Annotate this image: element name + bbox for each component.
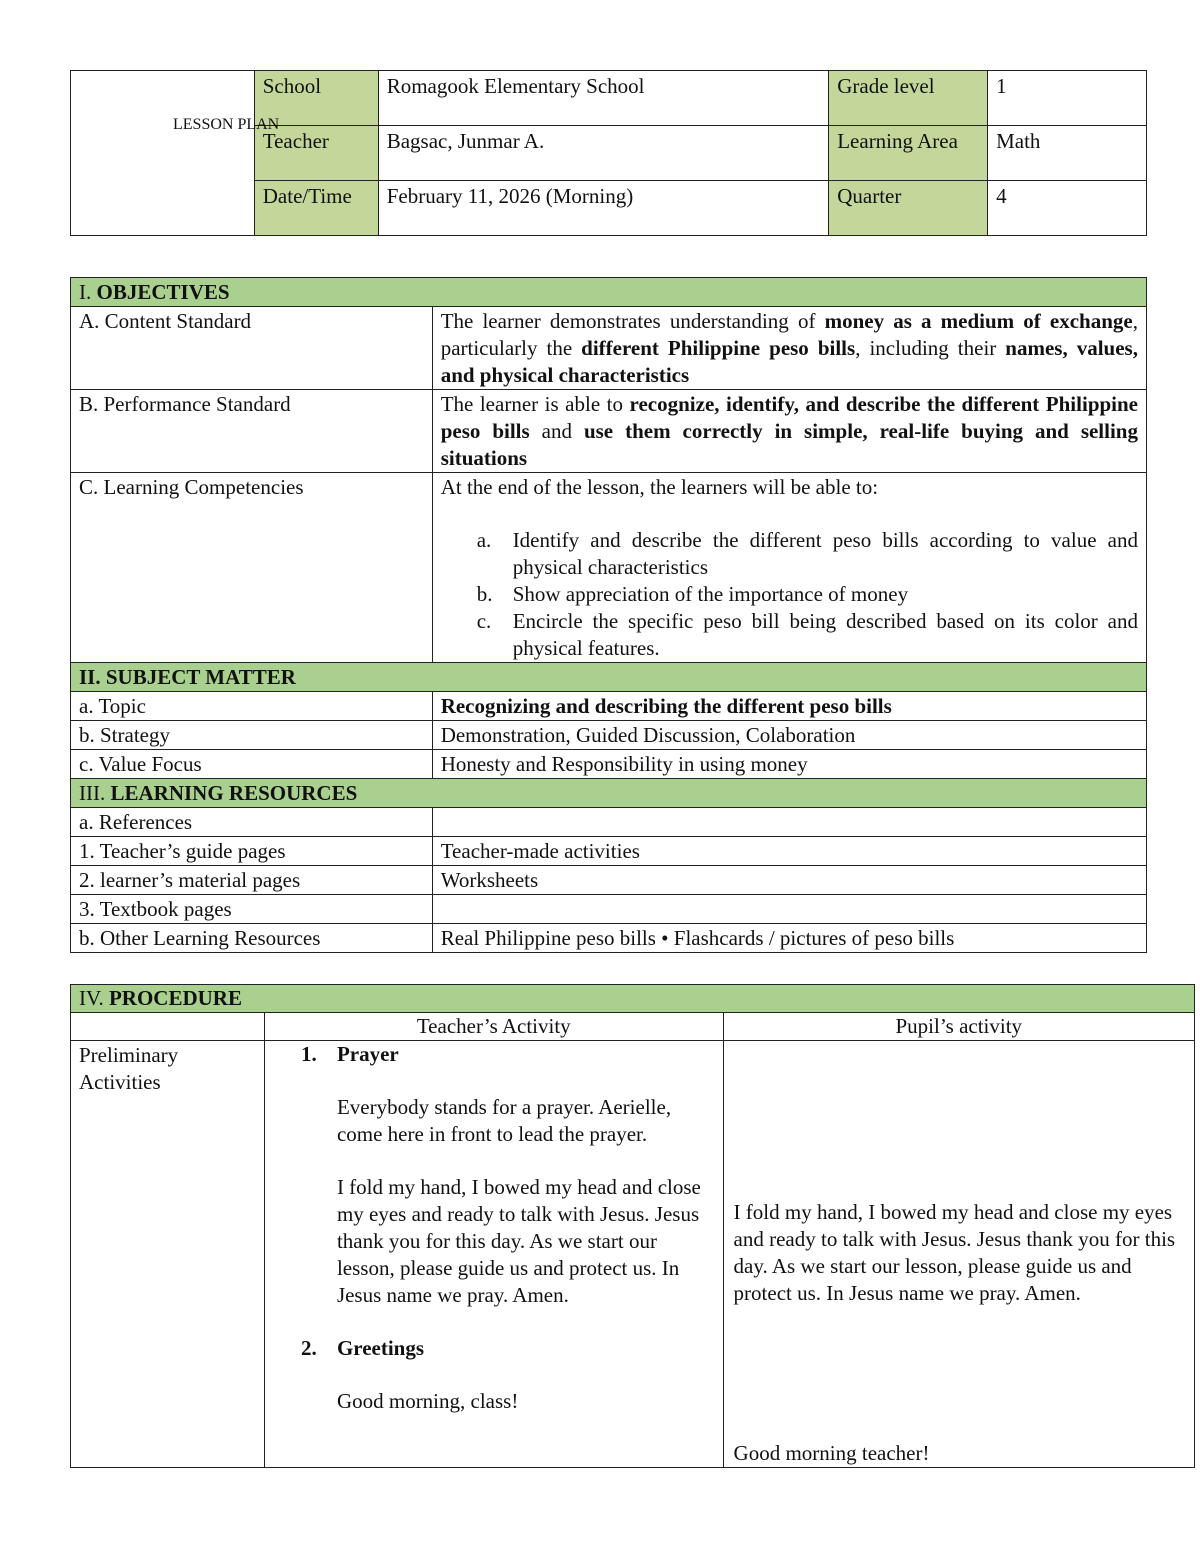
- step-prayer: [265, 1041, 713, 1068]
- header-table: [70, 70, 1147, 236]
- grade-label: Grade level: [829, 71, 988, 126]
- teacher-paragraph: Good morning, class!: [336, 1389, 519, 1413]
- row-value: [432, 808, 1146, 837]
- table-row: [71, 721, 1147, 750]
- table-row: [71, 750, 1147, 779]
- spacer: [265, 1148, 713, 1174]
- text-run: , particularly the: [440, 309, 1138, 360]
- row-value: Recognizing and describing the different peso bills: [432, 692, 1146, 721]
- list-text: Encircle the specific peso bill being described based on its color and physical features.: [512, 609, 1138, 660]
- step-title: Greetings: [336, 1336, 425, 1360]
- spacer: [265, 1309, 713, 1335]
- list-marker: a.: [476, 528, 492, 552]
- date-label: Date/Time: [254, 181, 378, 236]
- column-header-teacher: Teacher’s Activity: [264, 1013, 723, 1041]
- row-label: b. Strategy: [71, 721, 433, 750]
- list-text: Identify and describe the different peso bills according to value and physical characteristics: [512, 528, 1138, 579]
- lesson-plan-cell: [71, 71, 255, 236]
- row-label: c. Value Focus: [71, 750, 433, 779]
- quarter-label: Quarter: [829, 181, 988, 236]
- list-text: Show appreciation of the importance of money: [512, 582, 909, 606]
- row-label: b. Other Learning Resources: [71, 924, 433, 953]
- section-heading-subject-matter: [71, 663, 1147, 692]
- teacher-paragraph: Everybody stands for a prayer. Aerielle, come here in front to lead the prayer.: [336, 1095, 672, 1146]
- list-marker: c.: [476, 609, 492, 633]
- bold-run: use them correctly in simple, real-life buying and selling situations: [440, 419, 1138, 470]
- section-heading-procedure: [71, 985, 1195, 1013]
- procedure-band: [71, 985, 1195, 1013]
- spacer: [265, 1068, 713, 1094]
- text-run: The learner is able to: [440, 392, 630, 416]
- text-run: , including their: [855, 336, 1006, 360]
- empty-header-cell: [71, 1013, 265, 1041]
- spacer: [441, 501, 1138, 527]
- section-number: I.: [79, 280, 92, 304]
- row-value: Worksheets: [432, 866, 1146, 895]
- row-value: Honesty and Responsibility in using money: [432, 750, 1146, 779]
- table-row: [71, 692, 1147, 721]
- table-row: [71, 808, 1147, 837]
- school-label: School: [254, 71, 378, 126]
- spacer: [265, 1362, 713, 1388]
- table-row: [71, 895, 1147, 924]
- step-title: Prayer: [336, 1042, 399, 1066]
- teacher-activity-cell: [264, 1041, 723, 1468]
- section-number: III.: [79, 781, 106, 805]
- row-label: a. References: [71, 808, 433, 837]
- bold-run: different Philippine peso bills: [581, 336, 856, 360]
- step-number: 1.: [300, 1042, 317, 1066]
- bold-run: money as a medium of exchange: [824, 309, 1133, 333]
- row-value: [432, 895, 1146, 924]
- table-row: [71, 924, 1147, 953]
- resources-band: [71, 779, 1147, 808]
- list-item: [441, 581, 1138, 608]
- pupil-prayer-response: I fold my hand, I bowed my head and close my eyes and ready to talk with Jesus. Jesus thank you for this day. As we start our lesson, please guide us and protect us. In Jesus name we pray. Amen.: [733, 1200, 1176, 1305]
- competencies-row: [71, 473, 1147, 663]
- objectives-table: [70, 277, 1147, 953]
- date-value: February 11, 2026 (Morning): [378, 181, 829, 236]
- content-standard-text: [432, 307, 1146, 390]
- performance-standard-text: [432, 390, 1146, 473]
- procedure-header-row: [71, 1013, 1195, 1041]
- competencies-intro: At the end of the lesson, the learners will be able to:: [440, 475, 879, 499]
- procedure-table: [70, 984, 1195, 1468]
- step-greetings: [265, 1335, 713, 1362]
- lesson-plan-title: LESSON PLAN: [173, 116, 280, 133]
- row-value: Real Philippine peso bills • Flashcards / pictures of peso bills: [432, 924, 1146, 953]
- list-marker: b.: [476, 582, 493, 606]
- section-heading-resources: [71, 779, 1147, 808]
- preliminary-row: [71, 1041, 1195, 1468]
- section-number: II.: [79, 665, 101, 689]
- competencies-list: [441, 527, 1138, 662]
- bold-run: recognize, identify, and describe the different Philippine peso bills: [440, 392, 1139, 443]
- section-title: LEARNING RESOURCES: [110, 781, 358, 805]
- teacher-label: Teacher: [254, 126, 378, 181]
- row-value: Demonstration, Guided Discussion, Colaboration: [432, 721, 1146, 750]
- performance-standard-label: B. Performance Standard: [71, 390, 433, 473]
- section-title: SUBJECT MATTER: [105, 665, 296, 689]
- competencies-cell: [432, 473, 1146, 663]
- phase-label: Preliminary Activities: [71, 1041, 265, 1468]
- teacher-value: Bagsac, Junmar A.: [378, 126, 829, 181]
- row-label: 3. Textbook pages: [71, 895, 433, 924]
- row-label: 1. Teacher’s guide pages: [71, 837, 433, 866]
- list-item: [441, 608, 1138, 662]
- section-number: IV.: [79, 986, 104, 1010]
- text-run: and: [529, 419, 584, 443]
- bold-run: names, values, and physical characteristics: [440, 336, 1138, 387]
- row-value: Teacher-made activities: [432, 837, 1146, 866]
- section-title: OBJECTIVES: [96, 280, 230, 304]
- list-item: [441, 527, 1138, 581]
- grade-value: 1: [988, 71, 1147, 126]
- competencies-label: C. Learning Competencies: [71, 473, 433, 663]
- step-number: 2.: [300, 1336, 317, 1360]
- row-label: a. Topic: [71, 692, 433, 721]
- section-heading-objectives: [71, 278, 1147, 307]
- column-header-pupil: Pupil’s activity: [723, 1013, 1194, 1041]
- performance-standard-row: [71, 390, 1147, 473]
- table-row: [71, 866, 1147, 895]
- text-run: The learner demonstrates understanding of: [440, 309, 825, 333]
- content-standard-label: A. Content Standard: [71, 307, 433, 390]
- content-standard-row: [71, 307, 1147, 390]
- row-label: 2. learner’s material pages: [71, 866, 433, 895]
- school-value: Romagook Elementary School: [378, 71, 829, 126]
- quarter-value: 4: [988, 181, 1147, 236]
- pupil-activity-cell: [723, 1041, 1194, 1468]
- objectives-band: [71, 278, 1147, 307]
- section-title: PROCEDURE: [108, 986, 242, 1010]
- area-value: Math: [988, 126, 1147, 181]
- pupil-greeting-response: Good morning teacher!: [733, 1441, 930, 1465]
- teacher-paragraph: I fold my hand, I bowed my head and close my eyes and ready to talk with Jesus. Jesus thank you for this day. As we start our lesson, please guide us and protect us. In Jesus name we pray. Amen.: [336, 1175, 701, 1307]
- subject-matter-band: [71, 663, 1147, 692]
- table-row: [71, 837, 1147, 866]
- area-label: Learning Area: [829, 126, 988, 181]
